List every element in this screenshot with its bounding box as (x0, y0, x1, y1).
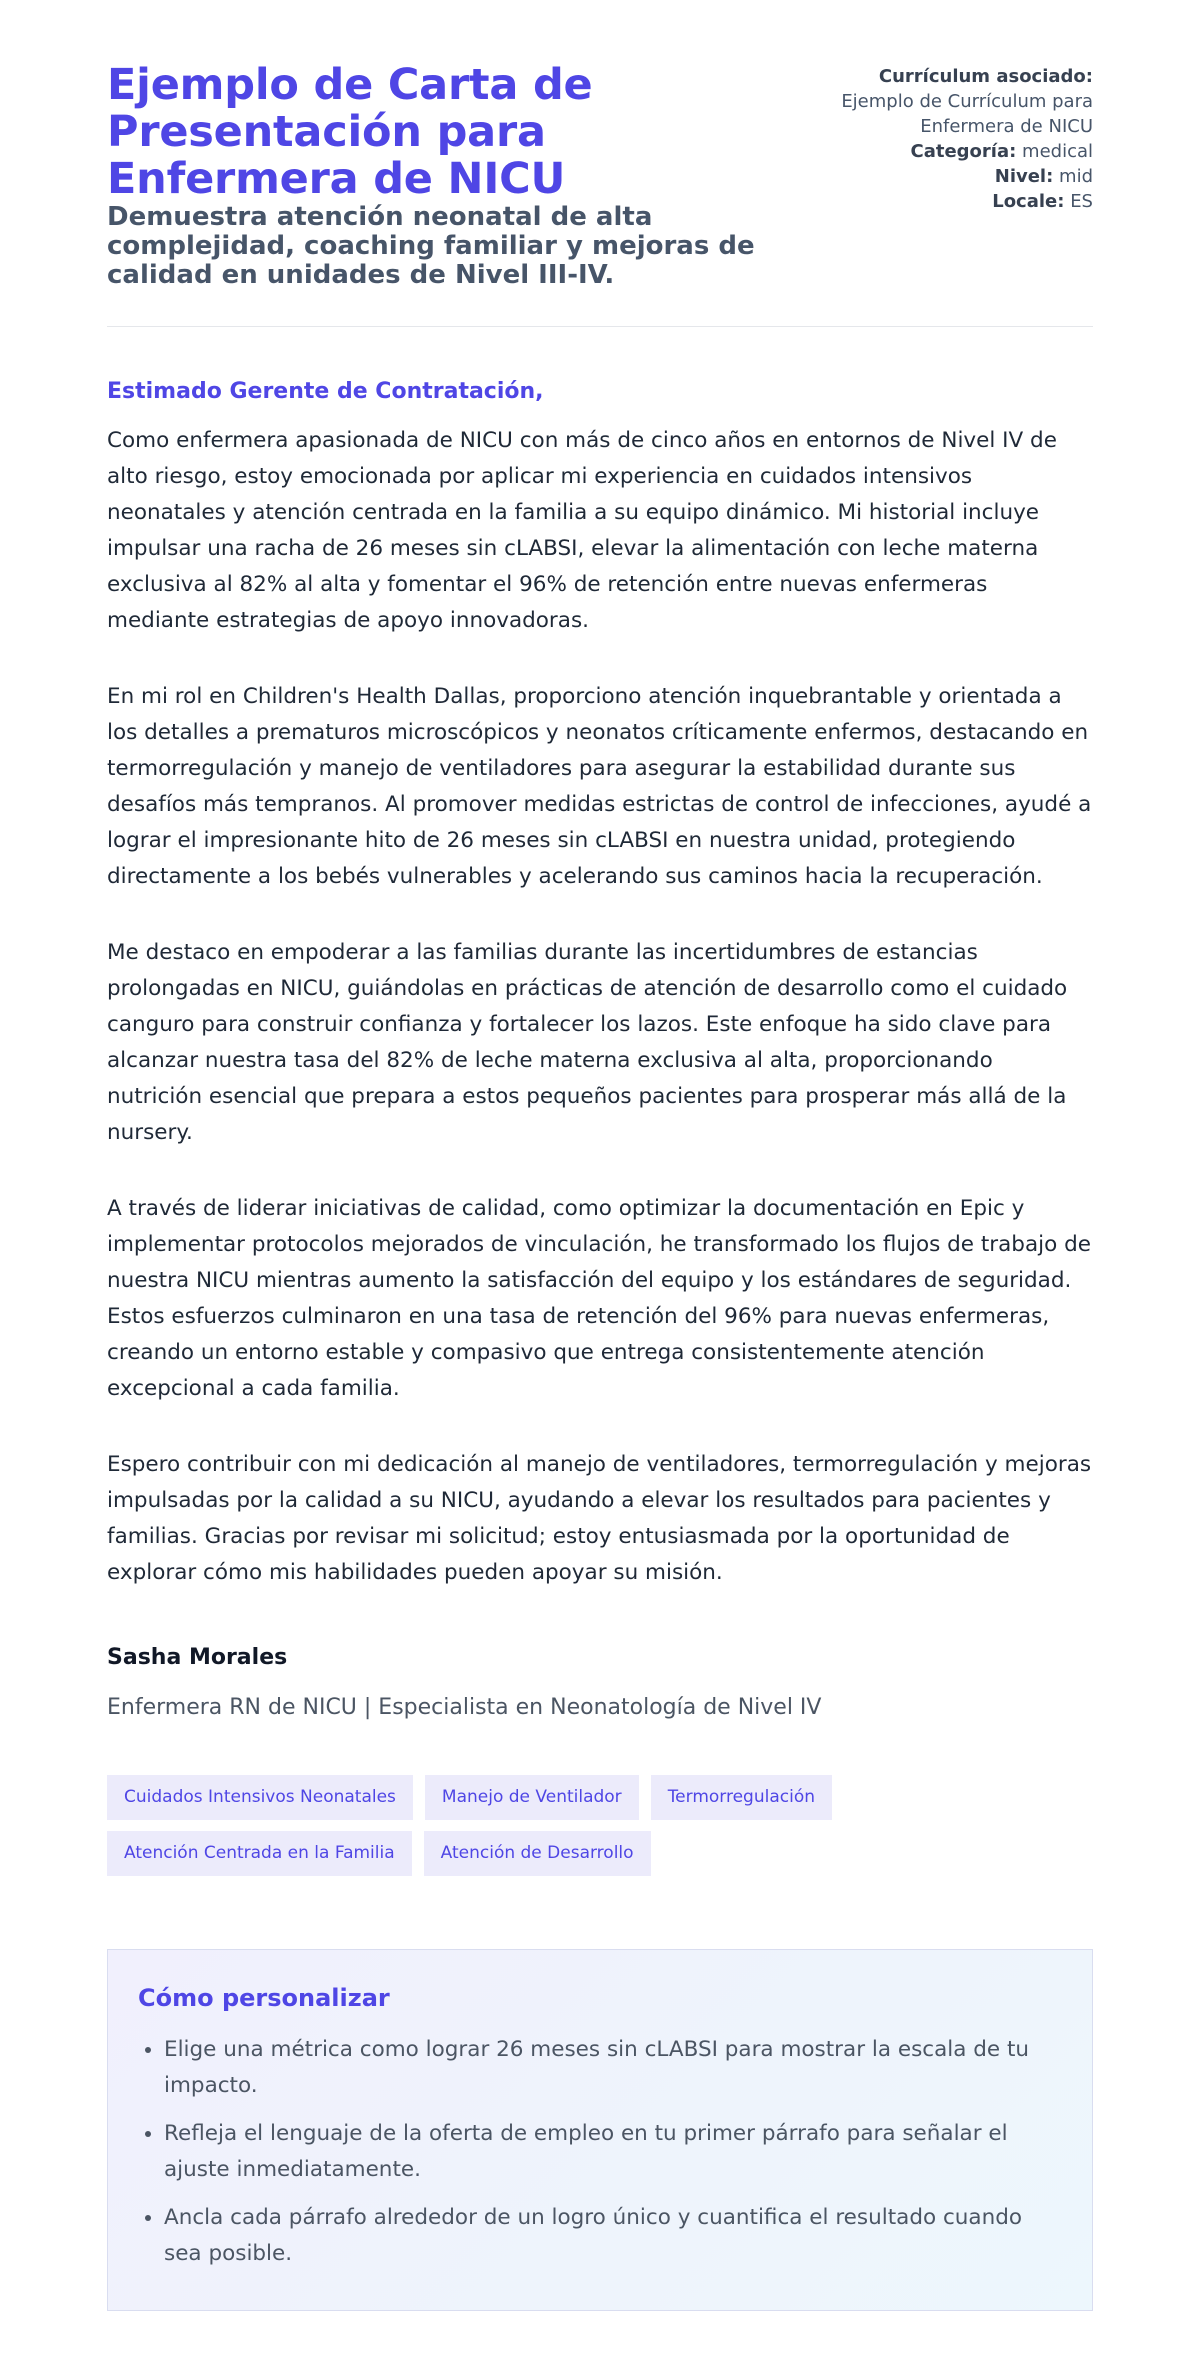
header-titles (107, 62, 794, 290)
tips-title: Cómo personalizar (138, 1984, 390, 2012)
page-title: Ejemplo de Carta de Presentación para Enfermera de NICU (107, 60, 593, 204)
page-subtitle: Demuestra atención neonatal de alta complejidad, coaching familiar y mejoras de calidad en unidades de Nivel III-IV. (107, 202, 755, 290)
letter-paragraph: A través de liderar iniciativas de calidad, como optimizar la documentación en Epic y implementar protocolos mejorados de vinculación, he transformado los flujos de trabajo de nuestra NICU mientras aumento la satisfacción del equipo y los estándares de seguridad. Estos esfuerzos culminaron en una tasa de retención del 96% para nuevas enfermeras, creando un entorno estable y compasivo que entrega consistentemente atención excepcional a cada familia. (107, 1196, 1091, 1401)
meta-resume (794, 64, 1093, 139)
skill-tag: Atención Centrada en la Familia (107, 1831, 412, 1876)
skill-tags (107, 1775, 867, 1876)
skill-tag: Cuidados Intensivos Neonatales (107, 1775, 413, 1820)
tip-item: • Elige una métrica como lograr 26 meses sin cLABSI para mostrar la escala de tu impacto. (164, 2032, 1062, 2104)
signature-name: Sasha Morales (107, 1645, 288, 1670)
letter-paragraph: Como enfermera apasionada de NICU con más de cinco años en entornos de Nivel IV de alto riesgo, estoy emocionada por aplicar mi experiencia en cuidados intensivos neonatales y atención centrada en la familia a su equipo dinámico. Mi historial incluye impulsar una racha de 26 meses sin cLABSI, elevar la alimentación con leche materna exclusiva al 82% al alta y fomentar el 96% de retención entre nuevas enfermeras mediante estrategias de apoyo innovadoras. (107, 428, 1057, 633)
meta-level-value: mid (1059, 166, 1093, 187)
meta-level (794, 164, 1093, 189)
tip-item: • Ancla cada párrafo alrededor de un logro único y cuantifica el resultado cuando sea posible. (164, 2200, 1062, 2272)
meta-resume-value: Ejemplo de Currículum para Enfermera de NICU (841, 91, 1093, 137)
tip-item: • Refleja el lenguaje de la oferta de empleo en tu primer párrafo para señalar el ajuste inmediatamente. (164, 2116, 1062, 2188)
meta-locale-key: Locale: (992, 191, 1065, 212)
meta-level-key: Nivel: (994, 166, 1054, 187)
customization-tips-box (107, 1949, 1093, 2311)
letter-salutation: Estimado Gerente de Contratación, (107, 379, 544, 404)
skill-tag: Atención de Desarrollo (424, 1831, 651, 1876)
meta-locale (794, 189, 1093, 214)
meta-resume-key: Currículum asociado: (878, 66, 1093, 87)
meta-locale-value: ES (1070, 191, 1093, 212)
header-divider (107, 326, 1093, 327)
meta-category (794, 139, 1093, 164)
tips-list (138, 2032, 1062, 2272)
letter-body (107, 423, 1093, 1591)
letter-paragraph: En mi rol en Children's Health Dallas, proporciono atención inquebrantable y orientada a los detalles a prematuros microscópicos y neonatos críticamente enfermos, destacando en termorregulación y manejo de ventiladores para asegurar la estabilidad durante sus desafíos más tempranos. Al promover medidas estrictas de control de infecciones, ayudé a lograr el impresionante hito de 26 meses sin cLABSI en nuestra unidad, protegiendo directamente a los bebés vulnerables y acelerando sus caminos hacia la recuperación. (107, 684, 1092, 889)
meta-category-key: Categoría: (910, 141, 1017, 162)
skill-tag: Manejo de Ventilador (425, 1775, 639, 1820)
letter-paragraph: Me destaco en empoderar a las familias durante las incertidumbres de estancias prolongadas en NICU, guiándolas en prácticas de atención de desarrollo como el cuidado canguro para construir confianza y fortalecer los lazos. Este enfoque ha sido clave para alcanzar nuestra tasa del 82% de leche materna exclusiva al alta, proporcionando nutrición esencial que prepara a estos pequeños pacientes para prosperar más allá de la nursery. (107, 940, 1068, 1145)
signature-role: Enfermera RN de NICU | Especialista en Neonatología de Nivel IV (107, 1695, 822, 1720)
letter-paragraph: Espero contribuir con mi dedicación al manejo de ventiladores, termorregulación y mejoras impulsadas por la calidad a su NICU, ayudando a elevar los resultados para pacientes y familias. Gracias por revisar mi solicitud; estoy entusiasmada por la oportunidad de explorar cómo mis habilidades pueden apoyar su misión. (107, 1452, 1092, 1585)
page-header (107, 62, 1093, 290)
skill-tag: Termorregulación (651, 1775, 832, 1820)
meta-category-value: medical (1022, 141, 1093, 162)
metadata-panel (794, 62, 1093, 214)
